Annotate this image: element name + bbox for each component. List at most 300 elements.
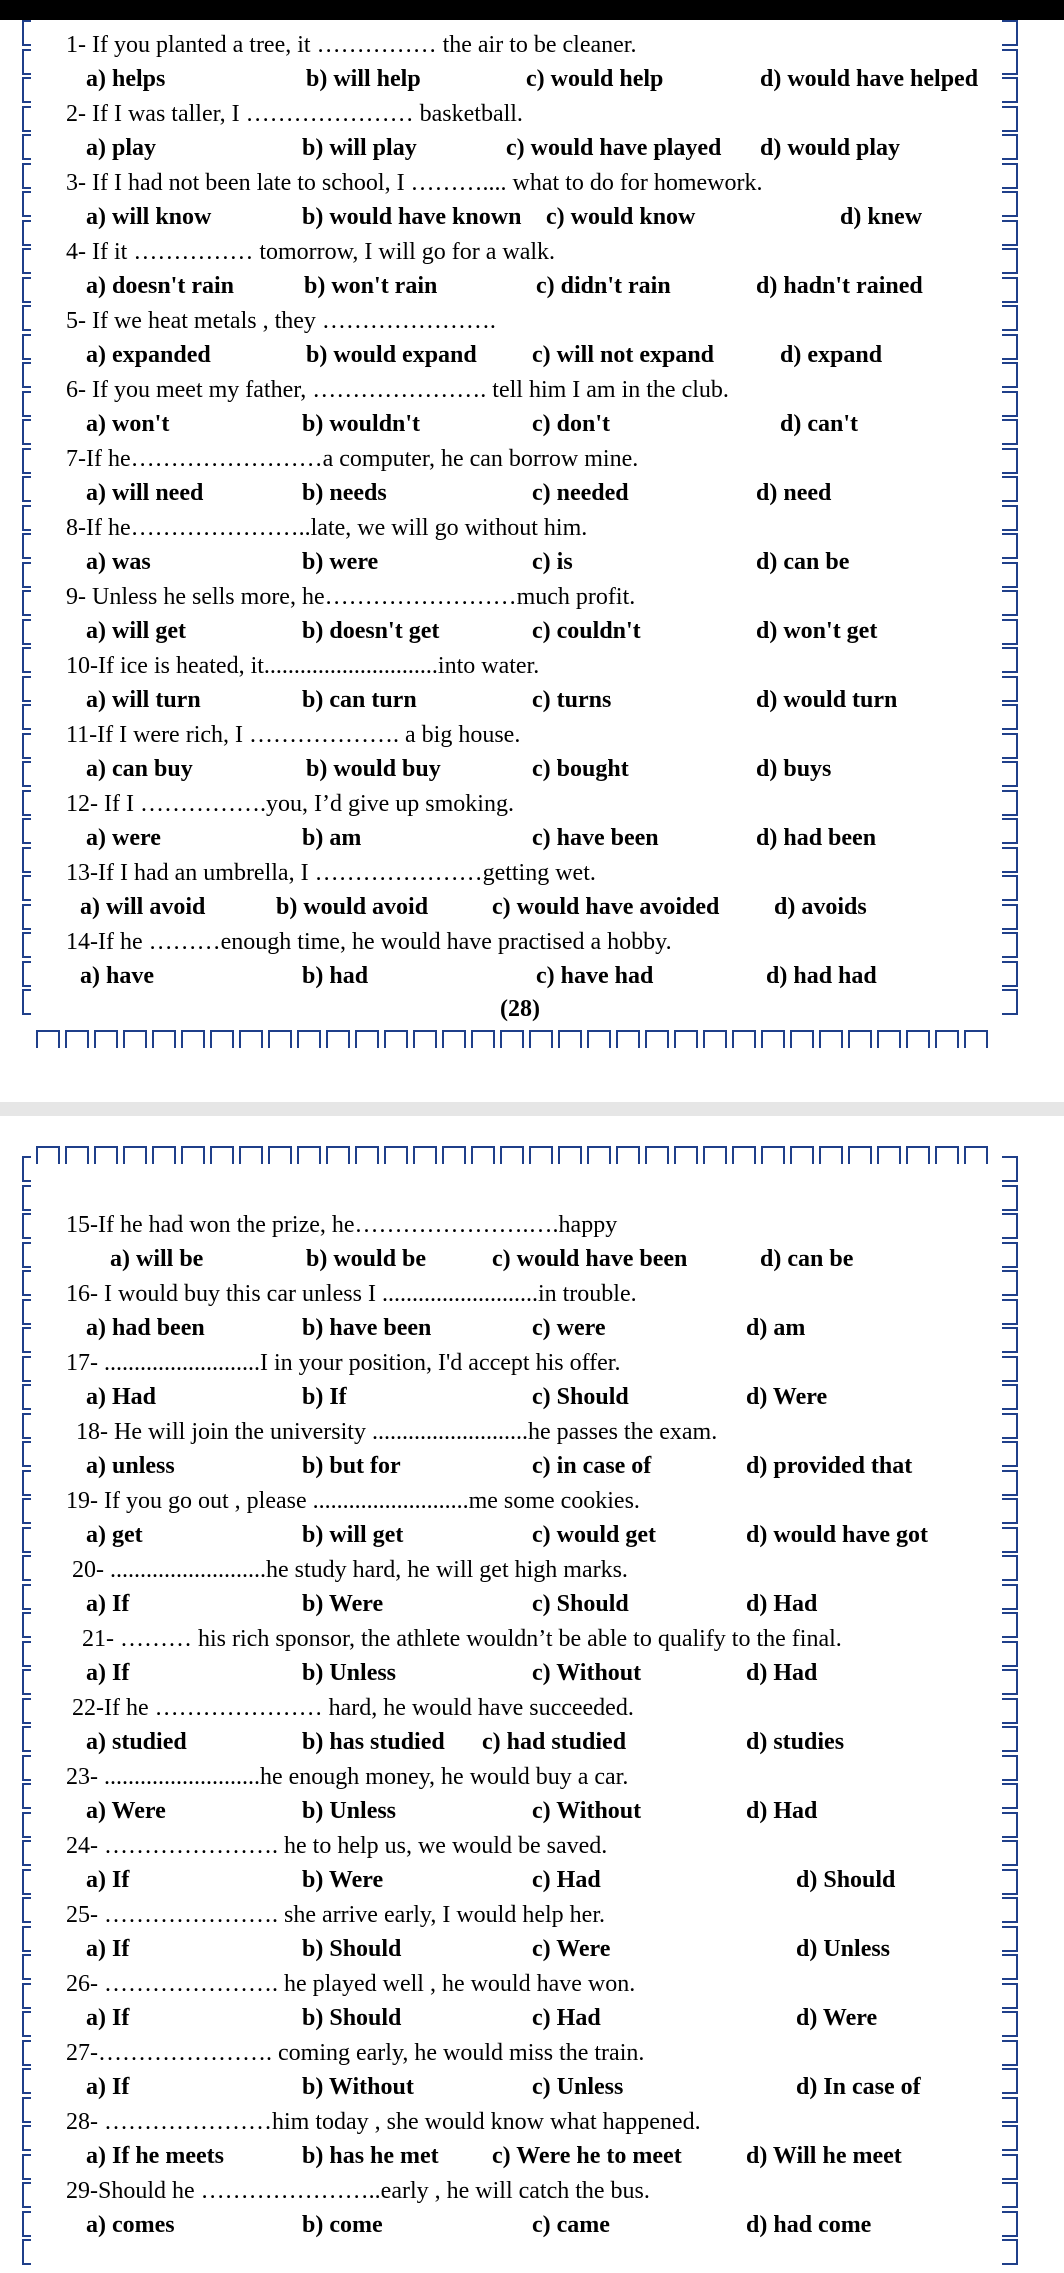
border-segment (22, 1327, 31, 1353)
question-stem: 21- ……… his rich sponsor, the athlete wouldn’t be able to qualify to the final. (82, 1626, 842, 1652)
answer-option[interactable]: c) don't (532, 411, 610, 437)
border-segment (268, 1030, 292, 1048)
answer-options (66, 338, 1004, 373)
border-segment (326, 1030, 350, 1048)
answer-option[interactable]: b) Should (302, 1936, 402, 1962)
border-segment (22, 1869, 31, 1895)
border-segment (1002, 2211, 1018, 2237)
border-segment (22, 1213, 31, 1239)
border-segment (1002, 220, 1018, 246)
border-segment (1002, 248, 1018, 274)
question-stem: 3- If I had not been late to school, I ……….... what to do for homework. (66, 170, 763, 196)
border-segment (22, 989, 31, 1015)
answer-option[interactable]: b) Were (302, 1591, 384, 1617)
answer-option[interactable]: b) Were (302, 1867, 384, 1893)
answer-option[interactable]: b) would buy (306, 756, 441, 782)
answer-option[interactable]: a) will know (86, 204, 212, 230)
question-stem: 27-…………………. coming early, he would miss the train. (66, 2040, 645, 2066)
answer-option[interactable]: b) Unless (302, 1660, 397, 1686)
answer-option[interactable]: b) Unless (302, 1798, 397, 1824)
worksheet-page-2 (0, 1116, 1064, 2273)
border-segment (877, 1030, 901, 1048)
border-segment (22, 1926, 31, 1952)
answer-option[interactable]: d) can't (780, 411, 858, 437)
border-segment (210, 1030, 234, 1048)
border-segment (732, 1030, 756, 1048)
answer-option[interactable]: d) Had (746, 1798, 818, 1824)
border-segment (732, 1146, 756, 1164)
answer-option[interactable]: c) Without (532, 1798, 642, 1824)
answer-option[interactable]: c) would have been (492, 1246, 688, 1272)
answer-option[interactable]: b) but for (302, 1453, 401, 1479)
answer-option[interactable]: d) Will he meet (746, 2143, 902, 2169)
answer-option[interactable]: a) Had (86, 1384, 157, 1410)
border-segment (1002, 1698, 1018, 1724)
question-stem: 15-If he had won the prize, he………………….….happy (66, 1212, 618, 1238)
answer-option[interactable]: b) will help (306, 66, 421, 92)
border-segment (152, 1146, 176, 1164)
border-segment (22, 1726, 31, 1752)
border-segment (1002, 476, 1018, 502)
border-segment (384, 1146, 408, 1164)
answer-option[interactable]: d) would turn (756, 687, 898, 713)
border-segment (1002, 334, 1018, 360)
answer-option[interactable]: b) If (302, 1384, 347, 1410)
border-segment (819, 1030, 843, 1048)
border-segment (22, 590, 31, 616)
border-segment (1002, 1983, 1018, 2009)
border-segment (1002, 1270, 1018, 1296)
border-segment (1002, 49, 1018, 75)
answer-option[interactable]: a) Were (86, 1798, 166, 1824)
border-segment (22, 2068, 31, 2094)
border-segment (1002, 505, 1018, 531)
answer-option[interactable]: a) play (86, 135, 157, 161)
border-segment (674, 1030, 698, 1048)
question-stem: 2- If I was taller, I ………………… basketball. (66, 101, 523, 127)
answer-option[interactable]: a) expanded (86, 342, 211, 368)
border-segment (906, 1146, 930, 1164)
border-segment (22, 818, 31, 844)
answer-option[interactable]: d) Were (796, 2005, 878, 2031)
question-stem: 29-Should he …………………..early , he will catch the bus. (66, 2178, 650, 2204)
border-segment (558, 1146, 582, 1164)
border-segment (22, 904, 31, 930)
answer-option[interactable]: d) Had (746, 1591, 818, 1617)
border-segment (22, 1584, 31, 1610)
answer-option[interactable]: c) Should (532, 1384, 629, 1410)
answer-option[interactable]: c) had studied (482, 1729, 627, 1755)
answer-option[interactable]: c) would have avoided (492, 894, 720, 920)
border-segment (1002, 932, 1018, 958)
answer-option[interactable]: a) have (80, 963, 154, 989)
border-segment (1002, 904, 1018, 930)
answer-option[interactable]: c) came (532, 2212, 610, 2238)
border-segment (22, 1156, 31, 1182)
border-segment (1002, 448, 1018, 474)
border-segment (1002, 2154, 1018, 2180)
answer-options (66, 131, 1004, 166)
border-segment (1002, 1812, 1018, 1838)
border-segment (1002, 847, 1018, 873)
border-segment (1002, 1641, 1018, 1667)
border-segment (22, 961, 31, 987)
question-stem: 18- He will join the university ..........................he passes the exam. (76, 1419, 718, 1445)
border-segment (1002, 1498, 1018, 1524)
border-segment (297, 1030, 321, 1048)
answer-option[interactable]: d) need (756, 480, 832, 506)
answer-option[interactable]: b) would have known (302, 204, 522, 230)
answer-option[interactable]: d) avoids (774, 894, 867, 920)
answer-option[interactable]: c) would help (526, 66, 664, 92)
answer-option[interactable]: c) couldn't (532, 618, 641, 644)
answer-options (66, 1932, 1004, 1967)
border-segment (529, 1030, 553, 1048)
answer-option[interactable]: a) get (86, 1522, 143, 1548)
border-segment (616, 1146, 640, 1164)
right-border (1002, 20, 1020, 1040)
answer-options (66, 476, 1004, 511)
answer-options (66, 545, 1004, 580)
border-segment (558, 1030, 582, 1048)
question-list (66, 28, 1004, 994)
answer-option[interactable]: c) will not expand (532, 342, 715, 368)
left-border (22, 20, 40, 1040)
border-segment (1002, 2068, 1018, 2094)
answer-option[interactable]: a) If he meets (86, 2143, 224, 2169)
question-stem: 24- …………………. he to help us, we would be saved. (66, 1833, 608, 1859)
bottom-border (36, 1030, 1006, 1050)
question-stem: 8-If he…………………..late, we will go without him. (66, 515, 588, 541)
answer-option[interactable]: b) Should (302, 2005, 402, 2031)
border-segment (22, 1555, 31, 1581)
answer-option[interactable]: a) will be (110, 1246, 204, 1272)
border-segment (587, 1146, 611, 1164)
answer-option[interactable]: c) needed (532, 480, 629, 506)
border-segment (22, 1384, 31, 1410)
border-segment (1002, 1783, 1018, 1809)
answer-option[interactable]: c) turns (532, 687, 612, 713)
right-border (1002, 1156, 1020, 2273)
border-segment (1002, 875, 1018, 901)
answer-option[interactable]: d) studies (746, 1729, 845, 1755)
answer-option[interactable]: a) If (86, 1660, 130, 1686)
border-segment (22, 1185, 31, 1211)
border-segment (1002, 106, 1018, 132)
border-segment (1002, 989, 1018, 1015)
border-segment (529, 1146, 553, 1164)
question-stem: 17- ..........................I in your position, I'd accept his offer. (66, 1350, 621, 1376)
answer-option[interactable]: b) won't rain (304, 273, 438, 299)
answer-option[interactable]: b) Without (302, 2074, 414, 2100)
answer-option[interactable]: d) would have got (746, 1522, 929, 1548)
answer-option[interactable]: d) Were (746, 1384, 828, 1410)
border-segment (1002, 676, 1018, 702)
border-segment (1002, 2097, 1018, 2123)
left-border (22, 1156, 40, 2273)
border-segment (152, 1030, 176, 1048)
answer-option[interactable]: d) In case of (796, 2074, 921, 2100)
border-segment (94, 1030, 118, 1048)
answer-option[interactable]: a) won't (86, 411, 170, 437)
answer-options (66, 1587, 1004, 1622)
border-segment (65, 1146, 89, 1164)
answer-option[interactable]: c) Were he to meet (492, 2143, 682, 2169)
border-segment (22, 562, 31, 588)
border-segment (1002, 2182, 1018, 2208)
answer-option[interactable]: d) would have helped (760, 66, 979, 92)
question-stem: 6- If you meet my father, …………………. tell him I am in the club. (66, 377, 729, 403)
border-segment (906, 1030, 930, 1048)
border-segment (1002, 1584, 1018, 1610)
page-number: (28) (500, 996, 540, 1022)
border-segment (442, 1146, 466, 1164)
border-segment (1002, 1413, 1018, 1439)
answer-option[interactable]: a) will avoid (80, 894, 206, 920)
answer-option[interactable]: a) was (86, 549, 151, 575)
answer-option[interactable]: b) have been (302, 1315, 432, 1341)
border-segment (964, 1146, 988, 1164)
border-segment (22, 2154, 31, 2180)
answer-option[interactable]: a) comes (86, 2212, 175, 2238)
answer-options (66, 2070, 1004, 2105)
border-segment (1002, 790, 1018, 816)
border-segment (1002, 163, 1018, 189)
answer-options (66, 200, 1004, 235)
question-stem: 7-If he……………………a computer, he can borrow mine. (66, 446, 639, 472)
answer-options (66, 1656, 1004, 1691)
answer-options (66, 1725, 1004, 1760)
question-stem: 22-If he ………………… hard, he would have succeeded. (72, 1695, 634, 1721)
border-segment (22, 1954, 31, 1980)
answer-option[interactable]: d) Should (796, 1867, 896, 1893)
border-segment (964, 1030, 988, 1048)
border-segment (1002, 1840, 1018, 1866)
border-segment (181, 1030, 205, 1048)
border-segment (22, 704, 31, 730)
answer-options (66, 1311, 1004, 1346)
answer-option[interactable]: b) doesn't get (302, 618, 440, 644)
border-segment (1002, 1156, 1018, 1182)
question-stem: 26- …………………. he played well , he would have won. (66, 1971, 636, 1997)
answer-options (66, 959, 1004, 994)
border-segment (1002, 1327, 1018, 1353)
border-segment (1002, 362, 1018, 388)
answer-option[interactable]: d) am (746, 1315, 806, 1341)
answer-option[interactable]: a) If (86, 1591, 130, 1617)
answer-option[interactable]: b) would expand (306, 342, 477, 368)
border-segment (471, 1030, 495, 1048)
answer-option[interactable]: c) didn't rain (536, 273, 671, 299)
answer-option[interactable]: a) If (86, 1936, 130, 1962)
answer-option[interactable]: a) had been (86, 1315, 205, 1341)
border-segment (1002, 2239, 1018, 2265)
border-segment (22, 2182, 31, 2208)
border-segment (22, 790, 31, 816)
answer-option[interactable]: c) would have played (506, 135, 722, 161)
answer-option[interactable]: b) were (302, 549, 379, 575)
answer-option[interactable]: a) unless (86, 1453, 175, 1479)
answer-options (66, 752, 1004, 787)
answer-option[interactable]: c) in case of (532, 1453, 652, 1479)
border-segment (1002, 1869, 1018, 1895)
answer-option[interactable]: c) Were (532, 1936, 611, 1962)
answer-option[interactable]: a) studied (86, 1729, 187, 1755)
answer-option[interactable]: b) has he met (302, 2143, 439, 2169)
border-segment (22, 362, 31, 388)
border-segment (22, 761, 31, 787)
border-segment (22, 248, 31, 274)
border-segment (22, 1698, 31, 1724)
question-stem: 25- …………………. she arrive early, I would help her. (66, 1902, 605, 1928)
border-segment (22, 220, 31, 246)
border-segment (22, 2011, 31, 2037)
answer-option[interactable]: b) come (302, 2212, 383, 2238)
answer-option[interactable]: d) won't get (756, 618, 878, 644)
border-segment (22, 1755, 31, 1781)
border-segment (123, 1030, 147, 1048)
answer-options (66, 614, 1004, 649)
border-segment (1002, 533, 1018, 559)
border-segment (22, 1897, 31, 1923)
top-border (36, 1146, 1006, 1166)
answer-option[interactable]: a) will need (86, 480, 204, 506)
border-segment (36, 1030, 60, 1048)
answer-option[interactable]: c) would know (546, 204, 696, 230)
top-edge-bar (0, 0, 1064, 20)
border-segment (65, 1030, 89, 1048)
question-list (66, 1208, 1004, 2243)
border-segment (1002, 2011, 1018, 2037)
answer-option[interactable]: d) had been (756, 825, 877, 851)
answer-option[interactable]: b) wouldn't (302, 411, 421, 437)
border-segment (22, 277, 31, 303)
border-segment (1002, 590, 1018, 616)
border-segment (1002, 1926, 1018, 1952)
question-stem: 4- If it …………… tomorrow, I will go for a walk. (66, 239, 556, 265)
border-segment (22, 1270, 31, 1296)
answer-option[interactable]: d) can be (756, 549, 850, 575)
border-segment (239, 1030, 263, 1048)
border-segment (22, 2125, 31, 2151)
border-segment (22, 1242, 31, 1268)
border-segment (22, 134, 31, 160)
answer-option[interactable]: b) would avoid (276, 894, 429, 920)
answer-option[interactable]: a) If (86, 2005, 130, 2031)
answer-option[interactable]: a) If (86, 2074, 130, 2100)
question-stem: 23- ..........................he enough money, he would buy a car. (66, 1764, 629, 1790)
border-segment (22, 20, 31, 46)
border-segment (877, 1146, 901, 1164)
answer-option[interactable]: d) provided that (746, 1453, 913, 1479)
answer-option[interactable]: d) knew (840, 204, 923, 230)
answer-option[interactable]: c) have been (532, 825, 659, 851)
answer-option[interactable]: c) bought (532, 756, 629, 782)
question-stem: 14-If he ………enough time, he would have practised a hobby. (66, 929, 672, 955)
answer-option[interactable]: c) Unless (532, 2074, 624, 2100)
answer-option[interactable]: d) Had (746, 1660, 818, 1686)
border-segment (355, 1146, 379, 1164)
answer-option[interactable]: b) needs (302, 480, 387, 506)
answer-option[interactable]: a) helps (86, 66, 166, 92)
border-segment (848, 1146, 872, 1164)
border-segment (22, 2040, 31, 2066)
answer-option[interactable]: d) would play (760, 135, 901, 161)
border-segment (1002, 1242, 1018, 1268)
border-segment (413, 1030, 437, 1048)
answer-option[interactable]: c) Had (532, 1867, 601, 1893)
answer-option[interactable]: b) can turn (302, 687, 417, 713)
border-segment (413, 1146, 437, 1164)
answer-option[interactable]: a) were (86, 825, 161, 851)
question-stem: 10-If ice is heated, it.............................into water. (66, 653, 540, 679)
answer-option[interactable]: a) can buy (86, 756, 193, 782)
answer-option[interactable]: b) had (302, 963, 369, 989)
answer-option[interactable]: c) is (532, 549, 573, 575)
answer-option[interactable]: b) has studied (302, 1729, 445, 1755)
border-segment (1002, 1555, 1018, 1581)
answer-option[interactable]: b) will get (302, 1522, 404, 1548)
question-stem: 5- If we heat metals , they …………………. (66, 308, 496, 334)
border-segment (1002, 733, 1018, 759)
border-segment (1002, 647, 1018, 673)
answer-option[interactable]: d) expand (780, 342, 883, 368)
border-segment (326, 1146, 350, 1164)
border-segment (22, 647, 31, 673)
answer-option[interactable]: a) doesn't rain (86, 273, 235, 299)
border-segment (1002, 619, 1018, 645)
border-segment (616, 1030, 640, 1048)
answer-option[interactable]: c) Without (532, 1660, 642, 1686)
border-segment (210, 1146, 234, 1164)
border-segment (1002, 1726, 1018, 1752)
border-segment (674, 1146, 698, 1164)
answer-option[interactable]: d) buys (756, 756, 832, 782)
border-segment (181, 1146, 205, 1164)
answer-options (66, 890, 1004, 925)
border-segment (819, 1146, 843, 1164)
answer-option[interactable]: d) had come (746, 2212, 872, 2238)
answer-options (66, 683, 1004, 718)
answer-option[interactable]: a) will get (86, 618, 186, 644)
border-segment (22, 1470, 31, 1496)
answer-option[interactable]: a) If (86, 1867, 130, 1893)
answer-option[interactable]: b) would be (306, 1246, 427, 1272)
border-segment (22, 1983, 31, 2009)
answer-option[interactable]: c) have had (536, 963, 654, 989)
border-segment (703, 1030, 727, 1048)
answer-option[interactable]: c) Had (532, 2005, 601, 2031)
answer-option[interactable]: d) Unless (796, 1936, 891, 1962)
border-segment (500, 1146, 524, 1164)
border-segment (22, 505, 31, 531)
answer-option[interactable]: c) would get (532, 1522, 656, 1548)
answer-option[interactable]: c) were (532, 1315, 606, 1341)
answer-option[interactable]: b) am (302, 825, 362, 851)
answer-option[interactable]: b) will play (302, 135, 417, 161)
answer-option[interactable]: d) can be (760, 1246, 854, 1272)
border-segment (22, 1441, 31, 1467)
answer-option[interactable]: d) had had (766, 963, 877, 989)
answer-option[interactable]: d) hadn't rained (756, 273, 923, 299)
answer-option[interactable]: a) will turn (86, 687, 201, 713)
border-segment (1002, 1356, 1018, 1382)
border-segment (1002, 77, 1018, 103)
answer-option[interactable]: c) Should (532, 1591, 629, 1617)
border-segment (1002, 391, 1018, 417)
border-segment (22, 163, 31, 189)
border-segment (1002, 562, 1018, 588)
